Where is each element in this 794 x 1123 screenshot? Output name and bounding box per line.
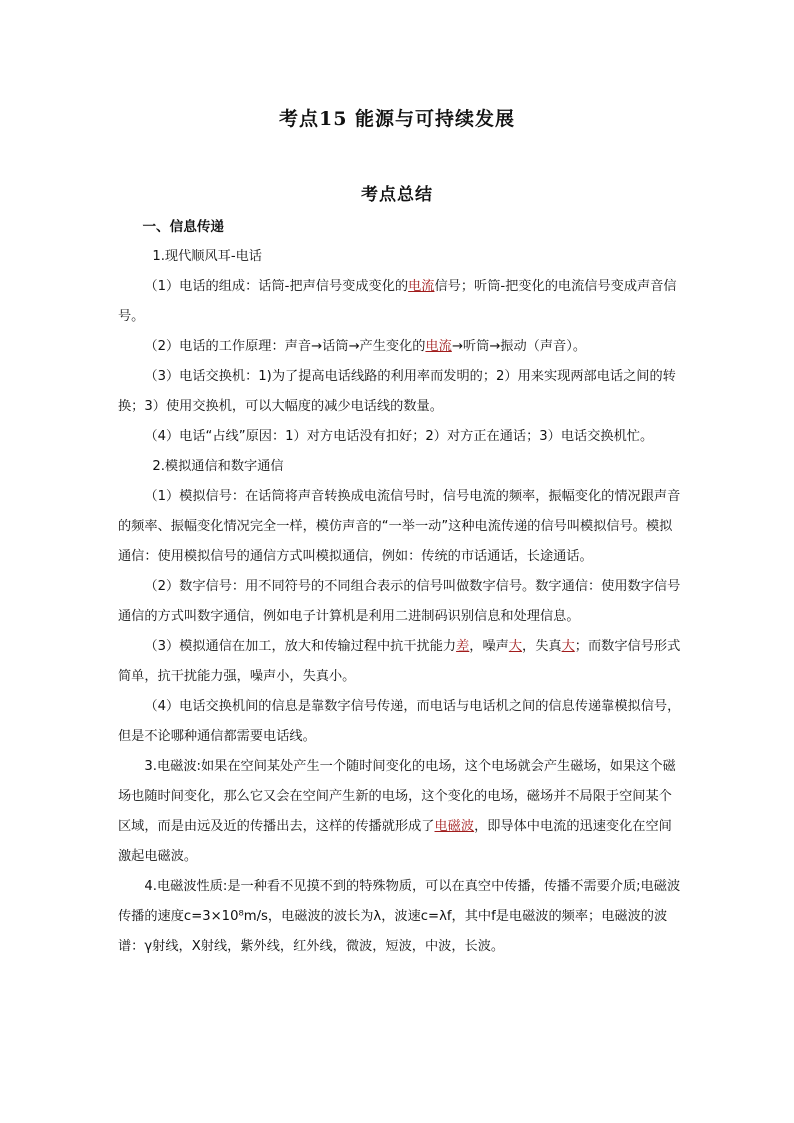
document-body — [118, 214, 684, 962]
paragraph-telephone-components: （1）电话的组成：话筒-把声信号变成变化的电流信号；听筒-把变化的电流信号变成声音信号。 — [118, 279, 677, 324]
paragraph-digital-signal: （2）数字信号：用不同符号的不同组合表示的信号叫做数字信号。数字通信：使用数字信号通信的方式叫数字通信，例如电子计算机是利用二进制码识别信息和处理信息。 — [118, 579, 681, 624]
paragraph-telephone-exchange: （3）电话交换机：1)为了提高电话线路的利用率而发明的；2）用来实现两部电话之间的转换；3）使用交换机，可以大幅度的减少电话线的数量。 — [118, 369, 676, 414]
paragraph-analog-signal: （1）模拟信号：在话筒将声音转换成电流信号时，信号电流的频率，振幅变化的情况跟声音的频率、振幅变化情况完全一样，模仿声音的“一举一动”这种电流传递的信号叫模拟信号。模拟通信：使用模拟信号的通信方式叫模拟通信，例如：传统的市话通话，长途通话。 — [118, 489, 681, 564]
paragraph-telephone-principle: （2）电话的工作原理：声音→话筒→产生变化的电流→听筒→振动（声音）。 — [144, 339, 587, 354]
paragraph-busy-line: （4）电话“占线”原因：1）对方电话没有扣好；2）对方正在通话；3）电话交换机忙。 — [144, 429, 654, 444]
underlined-term: 大 — [508, 639, 523, 654]
underlined-term: 差 — [456, 639, 470, 654]
underlined-term: 电流 — [425, 339, 452, 354]
page-subtitle: 考点总结 — [361, 185, 433, 205]
paragraph-electromagnetic-wave: 3.电磁波:如果在空间某处产生一个随时间变化的电场，这个电场就会产生磁场，如果这个磁场也随时间变化，那么它又会在空间产生新的电场，这个变化的电场，磁场并不局限于空间某个区域，而是由远及近的传播出去，这样的传播就形成了电磁波，即导体中电流的迅速变化在空间激起电磁波。 — [118, 759, 676, 864]
paragraph-analog-vs-digital: （3）模拟通信在加工，放大和传输过程中抗干扰能力差，噪声大，失真大；而数字信号形式简单，抗干扰能力强，噪声小，失真小。 — [118, 639, 681, 684]
underlined-term: 电磁波 — [434, 819, 475, 834]
paragraph-em-wave-properties: 4.电磁波性质:是一种看不见摸不到的特殊物质，可以在真空中传播，传播不需要介质;电磁波传播的速度c=3×10⁸m/s，电磁波的波长为λ，波速c=λf，其中f是电磁波的频率；电磁波的波谱：γ射线，X射线，紫外线，红外线，微波，短波，中波，长波。 — [118, 879, 681, 954]
section-heading-info-transfer: 一、信息传递 — [142, 219, 225, 235]
underlined-term: 电流 — [408, 279, 435, 294]
subheading-telephone: 1.现代顺风耳-电话 — [152, 249, 262, 264]
underlined-term: 大 — [561, 639, 575, 654]
page-title: 考点15 能源与可持续发展 — [278, 108, 516, 130]
paragraph-exchange-signals: （4）电话交换机间的信息是靠数字信号传递，而电话与电话机之间的信息传递靠模拟信号，但是不论哪种通信都需要电话线。 — [118, 699, 681, 744]
subheading-analog-digital: 2.模拟通信和数字通信 — [152, 459, 284, 474]
